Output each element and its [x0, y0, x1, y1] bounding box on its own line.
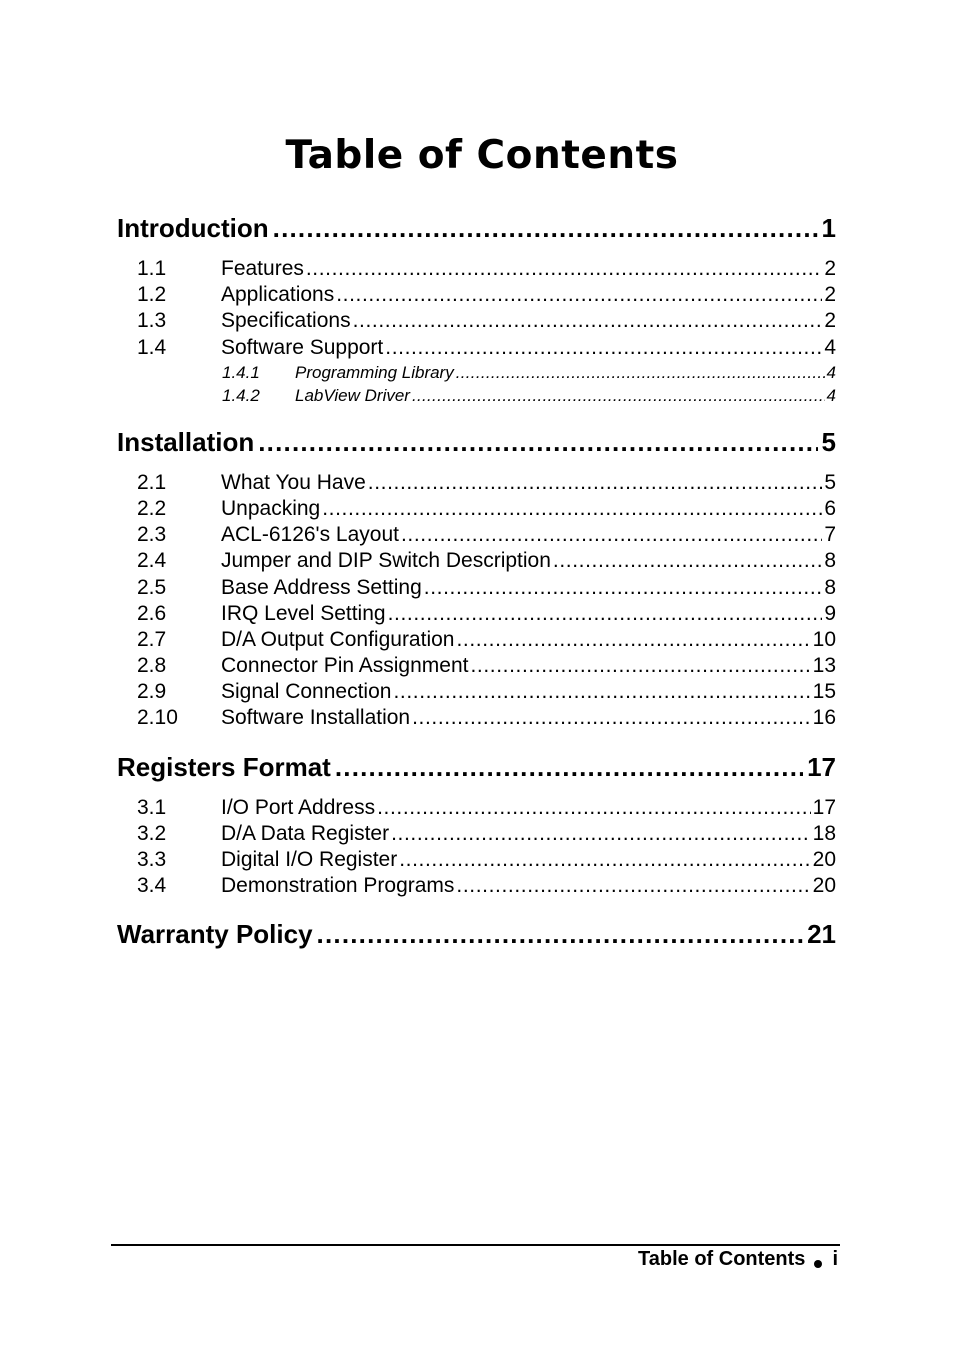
toc-section-entry[interactable]	[117, 575, 836, 601]
page-footer	[638, 1248, 838, 1271]
toc-section-entry[interactable]	[117, 679, 836, 705]
toc-section-entry[interactable]	[117, 282, 836, 308]
subsection-number: 1.4.2	[222, 385, 260, 405]
toc-section-entry[interactable]	[117, 548, 836, 574]
toc-subsection-entry[interactable]	[117, 361, 836, 384]
toc-chapter-entry[interactable]	[117, 749, 836, 785]
subsection-title: Programming Library	[295, 362, 454, 382]
section-title: IRQ Level Setting	[221, 601, 386, 625]
section-page-number: 20	[812, 874, 836, 898]
footer-page-number: i	[832, 1248, 838, 1270]
toc-section-entry[interactable]	[117, 873, 836, 899]
section-title: Demonstration Programs	[221, 874, 455, 898]
page-title: Table of Contents	[285, 133, 679, 178]
section-title: Software Installation	[221, 706, 411, 730]
dot-leader	[399, 847, 810, 873]
dot-leader	[553, 548, 822, 574]
section-title: Applications	[221, 283, 335, 307]
section-page-number: 18	[812, 821, 836, 845]
dot-leader	[377, 795, 811, 821]
section-title: Software Support	[221, 335, 384, 359]
dot-leader	[336, 282, 822, 308]
subsection-number: 1.4.1	[222, 362, 260, 382]
dot-leader	[273, 210, 818, 246]
section-title: Unpacking	[221, 496, 321, 520]
chapter-title: Introduction	[117, 213, 269, 243]
section-title: Features	[221, 257, 304, 280]
dot-leader	[322, 496, 822, 522]
toc-chapter-entry[interactable]	[117, 424, 836, 460]
chapter-page-number: 17	[807, 751, 836, 782]
section-page-number: 9	[824, 601, 836, 625]
dot-leader	[393, 679, 810, 705]
section-number: 2.8	[137, 654, 167, 678]
subsection-page-number: 4	[826, 362, 836, 382]
dot-leader	[456, 361, 825, 384]
subsection-page-number: 4	[826, 385, 836, 405]
section-number: 2.1	[137, 470, 167, 494]
section-page-number: 2	[824, 283, 836, 307]
chapter-title: Warranty Policy	[117, 919, 313, 950]
chapter-title: Installation	[117, 426, 255, 457]
dot-leader	[401, 522, 822, 548]
section-number: 3.4	[137, 874, 167, 898]
section-number: 2.6	[137, 601, 167, 625]
section-page-number: 6	[824, 496, 836, 520]
toc-section-entry[interactable]	[117, 522, 836, 548]
section-page-number: 2	[824, 309, 836, 333]
dot-leader	[456, 873, 810, 899]
toc-section-entry[interactable]	[117, 256, 836, 282]
chapter-sections	[117, 470, 836, 732]
toc-section-entry[interactable]	[117, 795, 836, 821]
section-number: 2.7	[137, 627, 167, 651]
toc-chapter-entry[interactable]	[117, 916, 836, 952]
section-number: 1.4	[137, 335, 167, 359]
footer-divider	[111, 1244, 840, 1246]
section-title: D/A Output Configuration	[221, 627, 455, 651]
section-number: 2.3	[137, 523, 167, 547]
section-page-number: 7	[824, 523, 836, 547]
toc-section-entry[interactable]	[117, 847, 836, 873]
section-title: Signal Connection	[221, 680, 392, 704]
section-title: I/O Port Address	[221, 795, 376, 819]
section-title: What You Have	[221, 470, 366, 494]
dot-leader	[412, 705, 811, 731]
dot-leader	[391, 821, 811, 847]
bullet-icon	[814, 1260, 822, 1268]
dot-leader	[317, 916, 804, 952]
section-page-number: 2	[824, 257, 836, 280]
section-page-number: 5	[824, 470, 836, 494]
section-page-number: 10	[812, 627, 836, 651]
section-number: 1.3	[137, 309, 167, 333]
section-title: D/A Data Register	[221, 821, 390, 845]
toc-section-entry[interactable]	[117, 627, 836, 653]
dot-leader	[385, 335, 822, 361]
toc-subsection-entry[interactable]	[117, 384, 836, 407]
dot-leader	[306, 256, 822, 282]
chapter-title: Registers Format	[117, 751, 331, 782]
section-number: 3.3	[137, 848, 167, 871]
chapter-page-number: 5	[821, 426, 836, 457]
section-page-number: 8	[824, 549, 836, 573]
subsection-title: LabView Driver	[295, 385, 410, 405]
section-title: Connector Pin Assignment	[221, 654, 469, 678]
dot-leader	[470, 653, 810, 679]
footer-label: Table of Contents	[638, 1248, 806, 1270]
toc-section-entry[interactable]	[117, 705, 836, 731]
dot-leader	[424, 575, 823, 601]
section-page-number: 16	[812, 706, 836, 730]
chapter-sections	[117, 256, 836, 407]
section-number: 2.4	[137, 549, 167, 573]
section-number: 2.9	[137, 680, 167, 704]
section-number: 1.1	[137, 257, 167, 280]
section-number: 2.5	[137, 575, 167, 599]
toc-section-entry[interactable]	[117, 601, 836, 627]
table-of-contents	[117, 210, 836, 952]
chapter-page-number: 1	[821, 213, 836, 243]
dot-leader	[412, 384, 825, 407]
dot-leader	[353, 308, 823, 334]
toc-section-entry[interactable]	[117, 496, 836, 522]
toc-section-entry[interactable]	[117, 653, 836, 679]
section-number: 1.2	[137, 283, 167, 307]
section-number: 3.1	[137, 795, 167, 819]
section-page-number: 15	[812, 680, 836, 704]
dot-leader	[368, 470, 823, 496]
section-page-number: 4	[824, 335, 836, 359]
toc-chapter-entry[interactable]	[117, 210, 836, 246]
toc-section-entry[interactable]	[117, 470, 836, 496]
section-title: Jumper and DIP Switch Description	[221, 549, 551, 573]
toc-section-entry[interactable]	[117, 308, 836, 334]
section-number: 2.2	[137, 496, 167, 520]
chapter-sections	[117, 795, 836, 900]
section-page-number: 17	[812, 795, 836, 819]
toc-section-entry[interactable]	[117, 335, 836, 361]
chapter-page-number: 21	[807, 919, 836, 950]
section-page-number: 20	[812, 848, 836, 871]
section-page-number: 8	[824, 575, 836, 599]
section-page-number: 13	[812, 654, 836, 678]
section-number: 3.2	[137, 821, 167, 845]
section-title: Base Address Setting	[221, 575, 422, 599]
section-title: ACL-6126's Layout	[221, 523, 399, 547]
section-title: Digital I/O Register	[221, 848, 398, 871]
dot-leader	[258, 424, 817, 460]
section-title: Specifications	[221, 309, 351, 333]
dot-leader	[456, 627, 810, 653]
dot-leader	[388, 601, 823, 627]
toc-section-entry[interactable]	[117, 821, 836, 847]
dot-leader	[335, 749, 803, 785]
section-number: 2.10	[137, 706, 178, 730]
